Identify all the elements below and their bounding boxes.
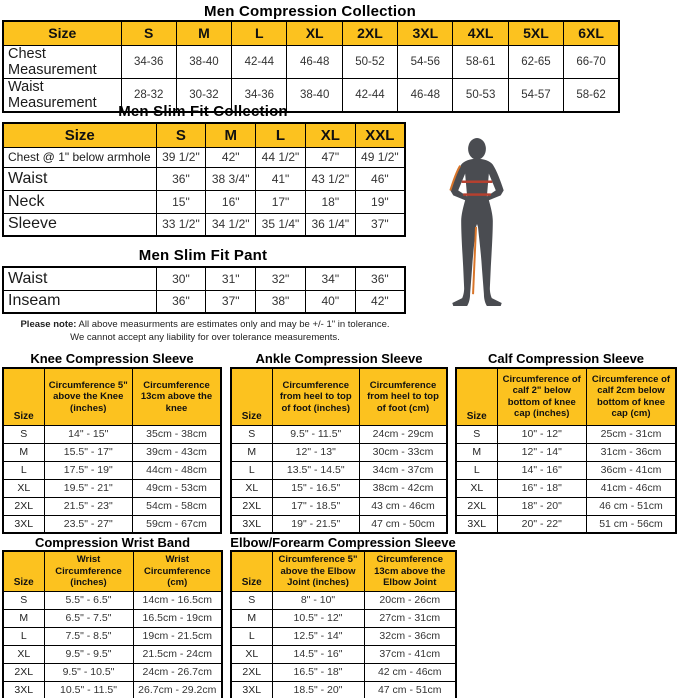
table-row bbox=[3, 167, 405, 190]
table-cell: 42-44 bbox=[342, 78, 397, 112]
table-cell: 20" - 22" bbox=[497, 515, 587, 533]
table-cell: 30cm - 33cm bbox=[360, 443, 448, 461]
table-cell: 19cm - 21.5cm bbox=[133, 627, 222, 645]
size-header-cell: 5XL bbox=[508, 21, 563, 45]
table-cell: 35cm - 38cm bbox=[133, 425, 222, 443]
table-cell: 28-32 bbox=[121, 78, 176, 112]
column-header-cell: Size bbox=[456, 368, 497, 425]
table-row bbox=[3, 45, 619, 78]
table-row bbox=[3, 443, 221, 461]
table-cell: 8" - 10" bbox=[272, 591, 364, 609]
table-cell: 54cm - 58cm bbox=[133, 497, 222, 515]
table-cell: 37cm - 41cm bbox=[364, 645, 456, 663]
table-cell: Waist bbox=[3, 167, 156, 190]
table-row bbox=[3, 627, 222, 645]
size-header-cell: L bbox=[232, 21, 287, 45]
table-cell: 50-53 bbox=[453, 78, 508, 112]
table-row bbox=[3, 681, 222, 698]
table-row bbox=[231, 497, 447, 515]
table-cell: 31cm - 36cm bbox=[587, 443, 677, 461]
table-cell: XL bbox=[456, 479, 497, 497]
table-cell: 34 1/2" bbox=[206, 213, 256, 236]
table-cell: 38" bbox=[256, 290, 306, 313]
column-header-cell: Wrist Circumference (inches) bbox=[44, 551, 133, 591]
table-cell: 32cm - 36cm bbox=[364, 627, 456, 645]
size-header-cell: L bbox=[256, 123, 306, 147]
table-header-row bbox=[231, 368, 447, 425]
table-cell: 19" - 21.5" bbox=[272, 515, 360, 533]
table-cell: 24cm - 26.7cm bbox=[133, 663, 222, 681]
men-compression-collection-title: Men Compression Collection bbox=[204, 3, 416, 20]
table-cell: 10" - 12" bbox=[497, 425, 587, 443]
table-cell: 41" bbox=[256, 167, 306, 190]
male-silhouette-icon bbox=[445, 138, 509, 308]
table-cell: 49 1/2" bbox=[355, 147, 405, 167]
calf-compression-sleeve-table bbox=[455, 367, 677, 534]
table-cell: 36" bbox=[156, 167, 206, 190]
table-cell: 30-32 bbox=[176, 78, 231, 112]
table-cell: M bbox=[231, 443, 272, 461]
table-row bbox=[231, 627, 456, 645]
size-header-cell: 6XL bbox=[564, 21, 619, 45]
table-cell: 14" - 15" bbox=[44, 425, 133, 443]
elbow-forearm-compression-sleeve-title: Elbow/Forearm Compression Sleeve bbox=[230, 535, 456, 550]
table-cell: S bbox=[3, 425, 44, 443]
table-cell: 47 cm - 51cm bbox=[364, 681, 456, 698]
ankle-compression-sleeve-title: Ankle Compression Sleeve bbox=[255, 351, 423, 366]
column-header-cell: Circumference 13cm above the knee bbox=[133, 368, 222, 425]
size-header-cell: S bbox=[156, 123, 206, 147]
table-cell: 3XL bbox=[3, 681, 44, 698]
table-cell: 46-48 bbox=[287, 45, 342, 78]
table-cell: 18" bbox=[305, 190, 355, 213]
table-cell: 47" bbox=[305, 147, 355, 167]
compression-wrist-band-table bbox=[2, 550, 223, 698]
table-row bbox=[3, 591, 222, 609]
table-cell: 50-52 bbox=[342, 45, 397, 78]
table-cell: 12" - 14" bbox=[497, 443, 587, 461]
compression-wrist-band-title: Compression Wrist Band bbox=[34, 535, 191, 550]
table-cell: 58-61 bbox=[453, 45, 508, 78]
table-cell: 41cm - 46cm bbox=[587, 479, 677, 497]
table-cell: 10.5" - 11.5" bbox=[44, 681, 133, 698]
table-cell: 36" bbox=[156, 290, 206, 313]
table-row bbox=[3, 497, 221, 515]
table-cell: 2XL bbox=[231, 497, 272, 515]
table-row bbox=[231, 681, 456, 698]
table-cell: 51 cm - 56cm bbox=[587, 515, 677, 533]
column-header-cell: Circumference 5" above the Knee (inches) bbox=[44, 368, 133, 425]
table-cell: 37" bbox=[355, 213, 405, 236]
table-cell: 18" - 20" bbox=[497, 497, 587, 515]
table-row bbox=[456, 425, 676, 443]
table-cell: 19" bbox=[355, 190, 405, 213]
table-cell: 36 1/4" bbox=[305, 213, 355, 236]
table-header-row bbox=[3, 551, 222, 591]
column-header-cell: Size bbox=[3, 551, 44, 591]
size-header-cell: M bbox=[206, 123, 256, 147]
table-cell: 59cm - 67cm bbox=[133, 515, 222, 533]
table-cell: S bbox=[231, 425, 272, 443]
table-cell: Neck bbox=[3, 190, 156, 213]
table-cell: 2XL bbox=[3, 663, 44, 681]
size-header-cell: 4XL bbox=[453, 21, 508, 45]
table-row bbox=[3, 663, 222, 681]
table-cell: XL bbox=[3, 479, 44, 497]
table-cell: XL bbox=[231, 645, 272, 663]
table-cell: 6.5" - 7.5" bbox=[44, 609, 133, 627]
size-header-cell: XL bbox=[287, 21, 342, 45]
table-cell: 40" bbox=[305, 290, 355, 313]
table-cell: 54-56 bbox=[398, 45, 453, 78]
table-row bbox=[231, 645, 456, 663]
table-cell: 14.5" - 16" bbox=[272, 645, 364, 663]
table-cell: 15" bbox=[156, 190, 206, 213]
table-cell: 44 1/2" bbox=[256, 147, 306, 167]
table-row bbox=[3, 147, 405, 167]
table-row bbox=[3, 425, 221, 443]
table-cell: Sleeve bbox=[3, 213, 156, 236]
table-cell: 34cm - 37cm bbox=[360, 461, 448, 479]
column-header-cell: Circumference 5" above the Elbow Joint (inches) bbox=[272, 551, 364, 591]
table-cell: 39cm - 43cm bbox=[133, 443, 222, 461]
table-cell: M bbox=[456, 443, 497, 461]
table-cell: 38 3/4" bbox=[206, 167, 256, 190]
table-row bbox=[3, 461, 221, 479]
table-header-row bbox=[3, 123, 405, 147]
table-cell: L bbox=[3, 461, 44, 479]
men-slim-fit-pant-table bbox=[2, 266, 406, 314]
table-cell: 42" bbox=[355, 290, 405, 313]
table-cell: L bbox=[231, 461, 272, 479]
table-row bbox=[3, 190, 405, 213]
table-cell: 13.5" - 14.5" bbox=[272, 461, 360, 479]
table-cell: 3XL bbox=[231, 515, 272, 533]
men-slim-fit-pant-title: Men Slim Fit Pant bbox=[138, 247, 268, 264]
knee-compression-sleeve-table bbox=[2, 367, 222, 534]
table-cell: 17" - 18.5" bbox=[272, 497, 360, 515]
table-cell: Chest Measurement bbox=[3, 45, 121, 78]
table-cell: 9.5" - 11.5" bbox=[272, 425, 360, 443]
table-cell: 34-36 bbox=[232, 78, 287, 112]
table-cell: 23.5" - 27" bbox=[44, 515, 133, 533]
chest-measure-line bbox=[462, 181, 493, 183]
table-cell: 43 cm - 46cm bbox=[360, 497, 448, 515]
ankle-compression-sleeve-table bbox=[230, 367, 448, 534]
table-cell: Inseam bbox=[3, 290, 156, 313]
waist-measure-line bbox=[463, 193, 491, 195]
table-row bbox=[231, 461, 447, 479]
table-cell: 49cm - 53cm bbox=[133, 479, 222, 497]
table-cell: 46" bbox=[355, 167, 405, 190]
table-cell: 46-48 bbox=[398, 78, 453, 112]
table-cell: 42" bbox=[206, 147, 256, 167]
table-row bbox=[3, 213, 405, 236]
table-row bbox=[456, 461, 676, 479]
column-header-cell: Circumference of calf 2cm below bottom of knee cap (cm) bbox=[587, 368, 677, 425]
table-cell: 66-70 bbox=[564, 45, 619, 78]
table-cell: 16.5" - 18" bbox=[272, 663, 364, 681]
table-row bbox=[3, 479, 221, 497]
table-header-row bbox=[3, 368, 221, 425]
column-header-cell: Wrist Circumference (cm) bbox=[133, 551, 222, 591]
size-header-cell: M bbox=[176, 21, 231, 45]
table-header-row bbox=[3, 21, 619, 45]
column-header-cell: Size bbox=[231, 368, 272, 425]
table-cell: 17.5" - 19" bbox=[44, 461, 133, 479]
table-cell: 58-62 bbox=[564, 78, 619, 112]
column-header-cell: Circumference 13cm above the Elbow Joint bbox=[364, 551, 456, 591]
table-row bbox=[231, 609, 456, 627]
table-cell: 36cm - 41cm bbox=[587, 461, 677, 479]
column-header-cell: Size bbox=[231, 551, 272, 591]
table-cell: 12.5" - 14" bbox=[272, 627, 364, 645]
column-header-cell: Circumference of calf 2" below bottom of knee cap (inches) bbox=[497, 368, 587, 425]
table-cell: 37" bbox=[206, 290, 256, 313]
table-cell: 14" - 16" bbox=[497, 461, 587, 479]
table-cell: 21.5" - 23" bbox=[44, 497, 133, 515]
table-cell: 9.5" - 10.5" bbox=[44, 663, 133, 681]
size-header-cell: Size bbox=[3, 123, 156, 147]
table-cell: 9.5" - 9.5" bbox=[44, 645, 133, 663]
table-cell: 31" bbox=[206, 267, 256, 290]
table-cell: 3XL bbox=[456, 515, 497, 533]
tolerance-note bbox=[0, 318, 410, 344]
table-cell: Chest @ 1" below armhole bbox=[3, 147, 156, 167]
table-cell: 44cm - 48cm bbox=[133, 461, 222, 479]
table-cell: 36" bbox=[355, 267, 405, 290]
table-cell: 38cm - 42cm bbox=[360, 479, 448, 497]
table-cell: 3XL bbox=[231, 681, 272, 698]
table-cell: 14cm - 16.5cm bbox=[133, 591, 222, 609]
table-row bbox=[456, 497, 676, 515]
table-cell: S bbox=[231, 591, 272, 609]
table-cell: M bbox=[3, 443, 44, 461]
table-row bbox=[3, 645, 222, 663]
table-row bbox=[231, 443, 447, 461]
table-row bbox=[456, 515, 676, 533]
table-cell: 54-57 bbox=[508, 78, 563, 112]
table-cell: Waist Measurement bbox=[3, 78, 121, 112]
table-cell: 10.5" - 12" bbox=[272, 609, 364, 627]
table-cell: M bbox=[231, 609, 272, 627]
elbow-forearm-compression-sleeve-table bbox=[230, 550, 457, 698]
table-cell: 38-40 bbox=[176, 45, 231, 78]
table-row bbox=[3, 267, 405, 290]
table-cell: 2XL bbox=[456, 497, 497, 515]
column-header-cell: Size bbox=[3, 368, 44, 425]
table-cell: L bbox=[3, 627, 44, 645]
size-header-cell: XXL bbox=[355, 123, 405, 147]
column-header-cell: Circumference from heel to top of foot (cm) bbox=[360, 368, 448, 425]
tolerance-note-text: All above measurments are estimates only and may be +/- 1" in tolerance. bbox=[76, 319, 390, 330]
table-row bbox=[456, 479, 676, 497]
table-header-row bbox=[231, 551, 456, 591]
table-cell: 12" - 13" bbox=[272, 443, 360, 461]
men-compression-collection-table bbox=[2, 20, 620, 113]
tolerance-note-line2: We cannot accept any liability for over tolerance measurements. bbox=[70, 332, 340, 343]
table-cell: 62-65 bbox=[508, 45, 563, 78]
table-cell: 2XL bbox=[231, 663, 272, 681]
table-row bbox=[231, 479, 447, 497]
table-cell: 42 cm - 46cm bbox=[364, 663, 456, 681]
column-header-cell: Circumference from heel to top of foot (inches) bbox=[272, 368, 360, 425]
table-cell: S bbox=[3, 591, 44, 609]
table-cell: L bbox=[231, 627, 272, 645]
table-row bbox=[3, 515, 221, 533]
table-cell: 32" bbox=[256, 267, 306, 290]
table-cell: 34" bbox=[305, 267, 355, 290]
table-cell: 30" bbox=[156, 267, 206, 290]
table-row bbox=[231, 663, 456, 681]
tolerance-note-lead: Please note: bbox=[20, 319, 77, 330]
knee-compression-sleeve-title: Knee Compression Sleeve bbox=[30, 351, 194, 366]
table-cell: 16.5cm - 19cm bbox=[133, 609, 222, 627]
table-cell: 42-44 bbox=[232, 45, 287, 78]
table-row bbox=[231, 515, 447, 533]
table-cell: 20cm - 26cm bbox=[364, 591, 456, 609]
male-silhouette-figure bbox=[445, 138, 509, 308]
size-header-cell: Size bbox=[3, 21, 121, 45]
table-cell: Waist bbox=[3, 267, 156, 290]
table-cell: XL bbox=[231, 479, 272, 497]
table-cell: M bbox=[3, 609, 44, 627]
table-cell: 35 1/4" bbox=[256, 213, 306, 236]
table-cell: 39 1/2" bbox=[156, 147, 206, 167]
table-cell: XL bbox=[3, 645, 44, 663]
table-cell: 15" - 16.5" bbox=[272, 479, 360, 497]
men-slim-fit-collection-title: Men Slim Fit Collection bbox=[118, 103, 288, 120]
table-row bbox=[231, 591, 456, 609]
table-cell: 19.5" - 21" bbox=[44, 479, 133, 497]
table-cell: L bbox=[456, 461, 497, 479]
table-cell: 16" bbox=[206, 190, 256, 213]
table-cell: 25cm - 31cm bbox=[587, 425, 677, 443]
table-cell: 24cm - 29cm bbox=[360, 425, 448, 443]
table-header-row bbox=[456, 368, 676, 425]
table-cell: S bbox=[456, 425, 497, 443]
table-row bbox=[456, 443, 676, 461]
men-slim-fit-collection-table bbox=[2, 122, 406, 237]
table-row bbox=[231, 425, 447, 443]
table-cell: 5.5" - 6.5" bbox=[44, 591, 133, 609]
table-cell: 16" - 18" bbox=[497, 479, 587, 497]
table-cell: 7.5" - 8.5" bbox=[44, 627, 133, 645]
table-cell: 47 cm - 50cm bbox=[360, 515, 448, 533]
table-cell: 17" bbox=[256, 190, 306, 213]
table-cell: 33 1/2" bbox=[156, 213, 206, 236]
table-cell: 43 1/2" bbox=[305, 167, 355, 190]
table-cell: 18.5" - 20" bbox=[272, 681, 364, 698]
table-row bbox=[3, 290, 405, 313]
table-cell: 3XL bbox=[3, 515, 44, 533]
table-cell: 34-36 bbox=[121, 45, 176, 78]
calf-compression-sleeve-title: Calf Compression Sleeve bbox=[487, 351, 645, 366]
size-header-cell: 2XL bbox=[342, 21, 397, 45]
table-row bbox=[3, 609, 222, 627]
table-cell: 27cm - 31cm bbox=[364, 609, 456, 627]
size-header-cell: S bbox=[121, 21, 176, 45]
table-cell: 2XL bbox=[3, 497, 44, 515]
table-cell: 46 cm - 51cm bbox=[587, 497, 677, 515]
table-cell: 38-40 bbox=[287, 78, 342, 112]
size-header-cell: XL bbox=[305, 123, 355, 147]
table-cell: 26.7cm - 29.2cm bbox=[133, 681, 222, 698]
table-cell: 21.5cm - 24cm bbox=[133, 645, 222, 663]
size-header-cell: 3XL bbox=[398, 21, 453, 45]
tolerance-note-line1 bbox=[0, 318, 410, 331]
table-cell: 15.5" - 17" bbox=[44, 443, 133, 461]
